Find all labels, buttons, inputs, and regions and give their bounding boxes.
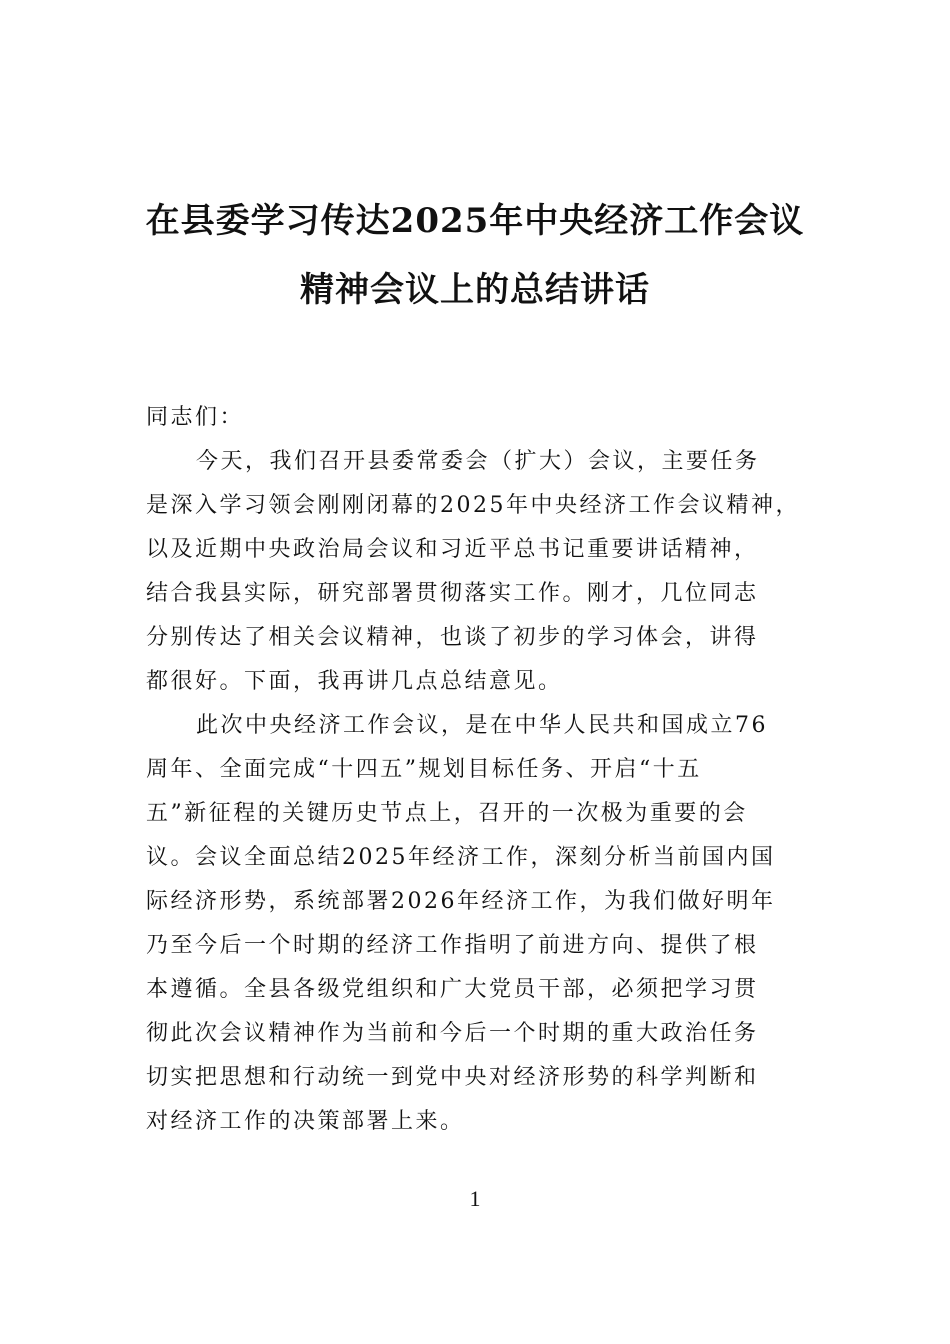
- paragraph-line: 分别传达了相关会议精神，也谈了初步的学习体会，讲得: [146, 625, 759, 650]
- paragraph-line: 本遵循。全县各级党组织和广大党员干部，必须把学习贯: [146, 977, 759, 1002]
- paragraph-line: 此次中央经济工作会议，是在中华人民共和国成立76: [196, 713, 768, 738]
- paragraph-line: 周年、全面完成“十四五”规划目标任务、开启“十五: [146, 757, 702, 782]
- paragraph-line: 今天，我们召开县委常委会（扩大）会议，主要任务: [196, 449, 760, 474]
- paragraph-line: 彻此次会议精神作为当前和今后一个时期的重大政治任务: [146, 1021, 759, 1046]
- document-body: [146, 396, 826, 1144]
- paragraph-line: 都很好。下面，我再讲几点总结意见。: [146, 669, 563, 694]
- paragraph-1: [146, 440, 826, 704]
- document-title-line-2: 精神会议上的总结讲话: [300, 270, 650, 310]
- paragraph-line: 以及近期中央政治局会议和习近平总书记重要讲话精神，: [146, 537, 759, 562]
- paragraph-line: 五”新征程的关键历史节点上，召开的一次极为重要的会: [146, 801, 748, 826]
- document-title-line-1: 在县委学习传达2025年中央经济工作会议: [145, 201, 805, 241]
- page-number: 1: [469, 1186, 481, 1211]
- paragraph-line: 是深入学习领会刚刚闭幕的2025年中央经济工作会议精神，: [146, 493, 800, 518]
- paragraph-line: 议。会议全面总结2025年经济工作，深刻分析当前国内国: [146, 845, 776, 870]
- paragraph-line: 对经济工作的决策部署上来。: [146, 1109, 465, 1134]
- paragraph-line: 乃至今后一个时期的经济工作指明了前进方向、提供了根: [146, 933, 759, 958]
- salutation: 同志们：: [146, 405, 245, 430]
- paragraph-line: 结合我县实际，研究部署贯彻落实工作。刚才，几位同志: [146, 581, 759, 606]
- paragraph-2: [146, 704, 826, 1144]
- paragraph-line: 际经济形势，系统部署2026年经济工作，为我们做好明年: [146, 889, 776, 914]
- paragraph-line: 切实把思想和行动统一到党中央对经济形势的科学判断和: [146, 1065, 759, 1090]
